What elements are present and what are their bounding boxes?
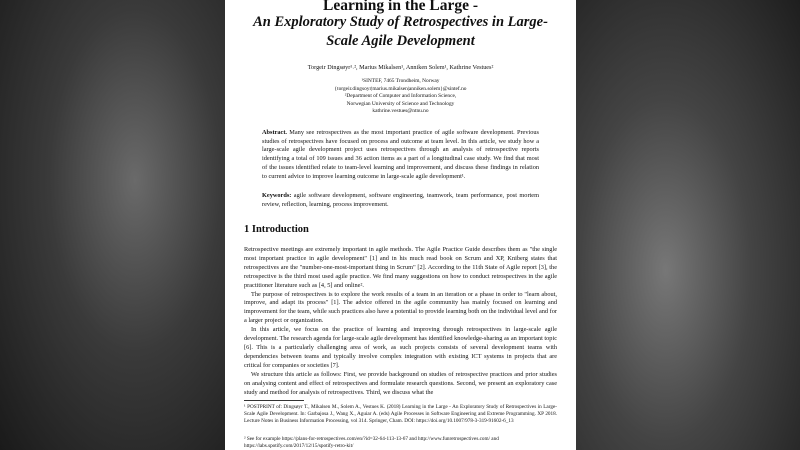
paper-subtitle — [225, 13, 576, 51]
abstract-label: Abstract. — [262, 129, 288, 136]
affiliation-line: {torgeir.dingsoyr|marius.mikalsen|anniken.solem}@sintef.no — [334, 85, 467, 92]
affiliation-line: Norwegian University of Science and Technology — [346, 100, 455, 107]
affiliation-line: ¹SINTEF, 7465 Trondheim, Norway — [361, 78, 440, 84]
paper-page — [225, 0, 576, 450]
background-left — [0, 0, 225, 450]
abstract — [262, 129, 539, 181]
footnote-2: ² See for example https://plans-for-retrospectives.com/en/?id=32-64-113-13-67 and http://www.funretrospectives.com/ and https://labs.spotify.com/2017/12/15/spotify-retro-kit/ — [244, 436, 499, 450]
keywords-text: agile software development, software engineering, teamwork, team performance, post mortem review, reflection, learning, process improvement. — [262, 192, 539, 208]
body-paragraph: We structure this article as follows: First, we provide background on studies of retrospective practices and prior studies on analysing content and effect of retrospectives and formulate research questions. Second, we present an exploratory case study and method for analysis of retrospectives. Third, we discuss what the — [244, 370, 557, 396]
background-right — [576, 0, 800, 450]
body-paragraph: Retrospective meetings are extremely important in agile methods. The Agile Practice Guide describes them as "the single most important practice in agile development" [1] and in his much read book on Scrum and XP, Kniberg states that retrospectives are the "number-one-most-important thing in Scrum" [2]. According to the 11th State of Agile report [3], the retrospective is the third most used agile practice. We find many suggestions on how to conduct retrospectives in the agile practitioner literature such as [4, 5] and online². — [244, 246, 557, 289]
paper-title: Learning in the Large - — [323, 0, 478, 14]
body-paragraph: The purpose of retrospectives is to explore the work results of a team in an iteration or a phase in order to "learn about, improve, and adapt its process" [1]. The advice offered in the agile community has mainly focused on learning and improvement for the team, while such practices also have a potential to provide learning both on the individual level and for a larger project or organization. — [244, 290, 557, 325]
abstract-text: Many see retrospectives as the most important practice of agile software development. Previous studies of retrospectives have focused on process and outcome at team level. In this article, we study how a large-scale agile development project uses retrospectives through an analysis of retrospective reports identifying a total of 109 issues and 36 action items as a part of a longitudinal case study. We find that most of the issues identified relate to team-level learning and improvement, and discuss these findings in relation to current advice to improve learning outcome in large-scale agile development¹. — [262, 129, 539, 180]
affiliations — [225, 78, 576, 116]
affiliation-line: kathrine.vestues@ntnu.no — [372, 108, 429, 115]
section-heading: 1 Introduction — [244, 224, 309, 235]
section-body — [244, 246, 557, 397]
keywords — [262, 192, 539, 209]
subtitle-line-2: Scale Agile Development — [326, 33, 475, 49]
keywords-label: Keywords: — [262, 192, 292, 199]
body-paragraph: In this article, we focus on the practice of learning and improving through retrospectives in large-scale agile development. The research agenda for large-scale agile development has identified knowledge-sharing as an important topic [6]. This is a particularly challenging area of work, as such projects consists of several development teams with dependencies between teams and typically involve complex integration with existing ICT systems in projects that are critical for companies or societies [7]. — [244, 326, 557, 369]
subtitle-line-1: An Exploratory Study of Retrospectives in Large- — [253, 14, 548, 30]
affiliation-line: ²Department of Computer and Information Science, — [344, 93, 457, 100]
footnote-1: ¹ POSTPRINT of: Dingsøyr T., Mikalsen M., Solem A., Vestues K. (2018) Learning in the Large - An Exploratory Study of Retrospectives in Large-Scale Agile Development. In: Garbajosa J., Wang X., Aguiar A. (eds) Agile Processes in Software Engineering and Extreme Programming. XP 2018. Lecture Notes in Business Information Processing, vol 314. Springer, Cham. DOI: https://doi.org/10.1007/978-3-319-91602-6_13 — [244, 404, 557, 425]
footnote-divider — [244, 400, 304, 401]
author-list: Torgeir Dingsøyr¹˒², Marius Mikalsen¹, Anniken Solem¹, Kathrine Vestues² — [307, 64, 494, 71]
